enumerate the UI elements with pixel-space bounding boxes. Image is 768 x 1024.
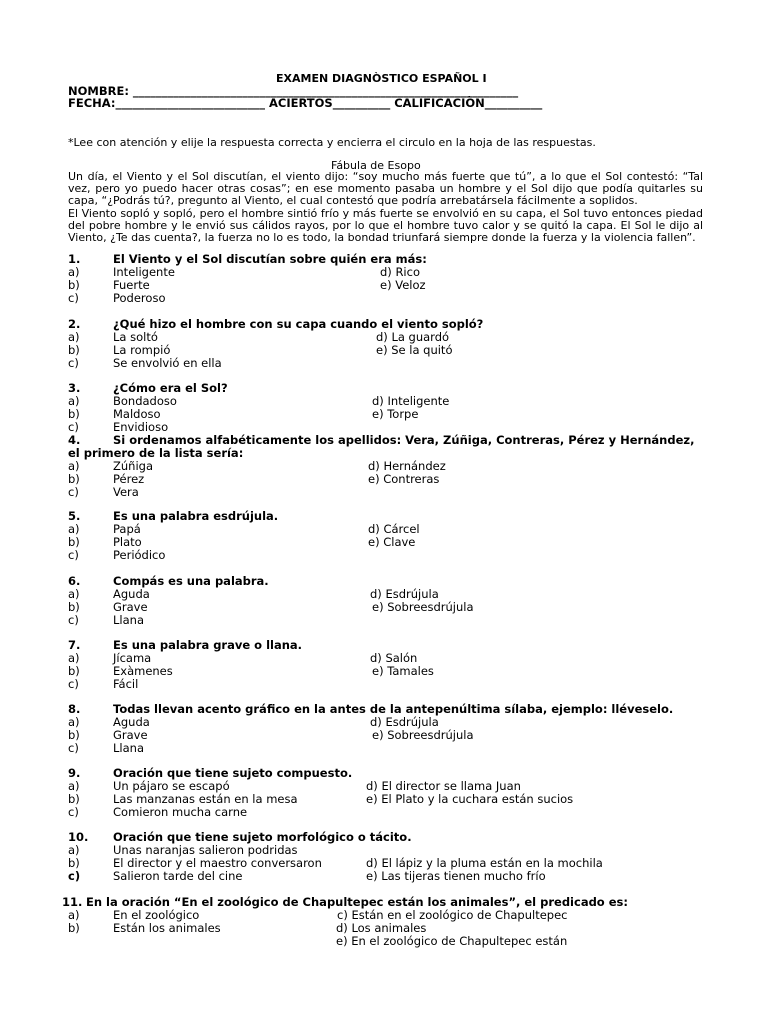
story-paragraph: Un día, el Viento y el Sol discutían, el viento dijo: “soy mucho más fuerte que tú”, a lo que el Sol contestó: “Tal vez, pero yo puedo hacer otras cosas”; en ese momento pasaba un hombre y el Sol dijo que podía quitarles su capa, “¿Podrás tú?, pregunto al Viento, el cual contestó que podría arrebatársela fácilmente a soplidos. (68, 170, 703, 208)
option-c: Salieron tarde del cine (113, 869, 243, 883)
question-stem: Oración que tiene sujeto morfológico o tácito. (113, 830, 412, 844)
option-label: b) (68, 407, 80, 421)
option-c: Poderoso (113, 291, 166, 305)
option-label: b) (68, 278, 80, 292)
question-11 (62, 896, 702, 948)
option-a: Aguda (113, 587, 150, 601)
option-b: Exàmenes (113, 664, 173, 678)
option-e: e) Las tijeras tienen mucho frío (366, 869, 546, 883)
option-d: d) Salón (370, 651, 418, 665)
option-e: e) El Plato y la cuchara están sucios (366, 792, 574, 806)
question-number: 7. (68, 638, 81, 652)
question-stem-continued: el primero de la lista sería: (68, 446, 244, 460)
option-label: b) (68, 921, 80, 935)
option-d: d) El director se llama Juan (366, 779, 521, 793)
option-label: c) (68, 805, 79, 819)
option-b: Grave (113, 600, 148, 614)
option-c: Envidioso (113, 420, 169, 434)
option-a: En el zoológico (113, 908, 200, 922)
option-c: Comieron mucha carne (113, 805, 248, 819)
option-label: b) (68, 792, 80, 806)
question-stem: Oración que tiene sujeto compuesto. (113, 766, 353, 780)
option-a: Bondadoso (113, 394, 177, 408)
option-label: b) (68, 343, 80, 357)
option-label: c) (68, 741, 79, 755)
option-a: Papá (113, 522, 141, 536)
question-number: 8. (68, 702, 81, 716)
question-9 (68, 767, 708, 819)
option-label: a) (68, 843, 80, 857)
option-a: Aguda (113, 715, 150, 729)
option-label: c) (68, 613, 79, 627)
option-d: d) Hernández (368, 459, 446, 473)
option-label: a) (68, 394, 80, 408)
option-label: a) (68, 265, 80, 279)
option-c: Vera (113, 485, 139, 499)
option-label: a) (68, 779, 80, 793)
option-e: e) En el zoológico de Chapultepec están (336, 934, 568, 948)
question-number: 1. (68, 252, 81, 266)
option-e: e) Clave (368, 535, 416, 549)
option-e: e) Veloz (380, 278, 426, 292)
option-a: La soltó (113, 330, 158, 344)
option-d: d) El lápiz y la pluma están en la mochila (366, 856, 603, 870)
option-label: b) (68, 600, 80, 614)
option-label: a) (68, 715, 80, 729)
option-label: a) (68, 522, 80, 536)
option-d: d) Rico (380, 265, 420, 279)
option-a: Inteligente (113, 265, 175, 279)
option-label: a) (68, 651, 80, 665)
question-2 (68, 318, 708, 370)
option-a: Zúñiga (113, 459, 153, 473)
question-number: 3. (68, 381, 81, 395)
option-label: b) (68, 728, 80, 742)
option-b: Maldoso (113, 407, 161, 421)
question-stem: Es una palabra esdrújula. (113, 509, 279, 523)
option-label: b) (68, 664, 80, 678)
question-6 (68, 575, 708, 627)
option-e: e) Contreras (368, 472, 440, 486)
option-a: Un pájaro se escapó (113, 779, 230, 793)
option-label: a) (68, 459, 80, 473)
option-label: c) (68, 420, 79, 434)
option-d: d) Esdrújula (370, 587, 439, 601)
question-number: 2. (68, 317, 81, 331)
question-number: 5. (68, 509, 81, 523)
question-stem: ¿Qué hizo el hombre con su capa cuando el viento sopló? (113, 317, 484, 331)
question-10 (68, 831, 708, 883)
option-label: c) (68, 485, 79, 499)
option-c: Fácil (113, 677, 139, 691)
question-stem: Si ordenamos alfabéticamente los apellidos: Vera, Zúñiga, Contreras, Pérez y Hernández, (113, 433, 695, 447)
story-text (68, 171, 703, 244)
option-label: c) (68, 291, 79, 305)
question-stem: Todas llevan acento gráfico en la antes de la antepenúltima sílaba, ejemplo: lléveselo. (113, 702, 674, 716)
question-5 (68, 510, 708, 562)
option-e: e) Se la quitó (376, 343, 453, 357)
exam-title: EXAMEN DIAGNÒSTICO ESPAÑOL I (276, 72, 487, 85)
option-d: d) Inteligente (372, 394, 450, 408)
option-b: Fuerte (113, 278, 150, 292)
option-label: b) (68, 856, 80, 870)
option-label: a) (68, 587, 80, 601)
question-stem: En la oración “En el zoológico de Chapultepec están los animales”, el predicado es: (86, 895, 628, 909)
option-c: Se envolvió en ella (113, 356, 222, 370)
story-title: Fábula de Esopo (331, 159, 421, 172)
option-b: Grave (113, 728, 148, 742)
option-label: b) (68, 535, 80, 549)
option-label: b) (68, 472, 80, 486)
option-label: a) (68, 908, 80, 922)
option-d: d) La guardó (376, 330, 450, 344)
question-stem: Es una palabra grave o llana. (113, 638, 303, 652)
question-stem: El Viento y el Sol discutían sobre quién era más: (113, 252, 427, 266)
option-e: e) Tamales (372, 664, 434, 678)
option-c: c) Están en el zoológico de Chapultepec (337, 908, 568, 922)
option-b: Plato (113, 535, 142, 549)
option-c: Periódico (113, 548, 166, 562)
option-b: Las manzanas están en la mesa (113, 792, 298, 806)
option-e: e) Sobreesdrújula (372, 728, 474, 742)
option-e: e) Torpe (372, 407, 419, 421)
option-d: d) Cárcel (368, 522, 420, 536)
option-b: El director y el maestro conversaron (113, 856, 322, 870)
option-label: a) (68, 330, 80, 344)
name-line: NOMBRE: ___________________________________________________________________ (68, 84, 519, 98)
question-8 (68, 703, 708, 755)
question-number: 6. (68, 574, 81, 588)
option-b: Están los animales (113, 921, 221, 935)
option-e: e) Sobreesdrújula (372, 600, 474, 614)
question-3 (68, 382, 708, 434)
question-number: 9. (68, 766, 81, 780)
option-d: d) Esdrújula (370, 715, 439, 729)
option-label: c) (68, 548, 79, 562)
option-c: Llana (113, 613, 144, 627)
question-4 (68, 434, 708, 499)
question-number: 11. (62, 895, 83, 909)
option-label: c) (68, 356, 79, 370)
option-label: c) (68, 869, 81, 883)
question-7 (68, 639, 708, 691)
question-number: 10. (68, 830, 89, 844)
instructions: *Lee con atención y elije la respuesta correcta y encierra el circulo en la hoja de las respuestas. (68, 136, 596, 149)
option-label: c) (68, 677, 79, 691)
question-stem: ¿Cómo era el Sol? (113, 381, 228, 395)
option-d: d) Los animales (336, 921, 427, 935)
question-1 (68, 253, 708, 305)
question-stem: Compás es una palabra. (113, 574, 269, 588)
option-b: Pérez (113, 472, 145, 486)
option-a: Unas naranjas salieron podridas (113, 843, 298, 857)
question-number: 4. (68, 433, 81, 447)
date-score-line: FECHA:__________________________ ACIERTOS__________ CALIFICACIÒN__________ (68, 96, 543, 110)
story-paragraph: El Viento sopló y sopló, pero el hombre sintió frío y más fuerte se envolvió en su capa, el Sol tuvo entonces piedad del pobre hombre y le envió sus cálidos rayos, por lo que el hombre tuvo calor y se quitó la capa. El Sol le dijo al Viento, ¿Te das cuenta?, la fuerza no lo es todo, la bondad triunfará siempre donde la fuerza y la violencia fallen”. (68, 206, 703, 245)
option-a: Jícama (113, 651, 152, 665)
option-b: La rompió (113, 343, 171, 357)
option-c: Llana (113, 741, 144, 755)
